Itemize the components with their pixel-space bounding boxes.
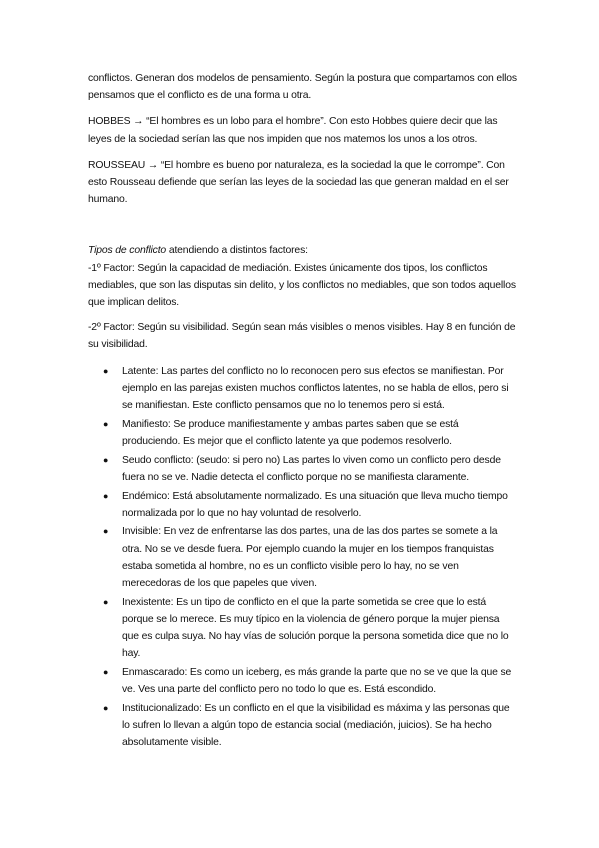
types-heading-rest: atendiendo a distintos factores: [166,245,308,257]
list-item [88,416,518,450]
list-item-text: Institucionalizado: Es un conflicto en el que la visibilidad es máxima y las personas que lo sufren lo llevan a algún topo de estancia social (mediación, juicios). Se ha hecho absolutamente visible. [122,703,510,749]
list-item-text: Inexistente: Es un tipo de conflicto en el que la parte sometida se cree que lo está porque se lo merece. Es muy típico en la violencia de género porque la mujer piensa que es culpa suya. No hay vías de solución porque la persona sometida dice que no lo hay. [122,596,509,660]
factor-1-paragraph: -1º Factor: Según la capacidad de mediación. Existes únicamente dos tipos, los conflictos mediables, que son las disputas sin delito, y los conflictos no mediables, que son todos aquellos que implican delitos. [88,262,516,309]
list-item [88,363,518,415]
conflict-types-list [88,363,518,752]
types-heading-italic: Tipos de conflicto [88,245,167,257]
types-heading [88,242,518,259]
intro-paragraph: conflictos. Generan dos modelos de pensamiento. Según la postura que compartamos con ellos pensamos que el conflicto es de una forma u otra. [88,73,517,102]
list-item [88,488,518,522]
list-item-text: Seudo conflicto: (seudo: si pero no) Las partes lo viven como un conflicto pero desde fuera no se ve. Nadie detecta el conflicto porque no se manifiesta claramente. [122,454,501,483]
list-item [88,452,518,486]
list-item-text: Invisible: En vez de enfrentarse las dos partes, una de las dos partes se somete a la otra. No se ve desde fuera. Por ejemplo cuando la mujer en los tiempos franquistas estaba sometida al hombre, no es un conflicto visible pero lo hay, no se ven merecedoras de los que papeles que viven. [122,526,498,590]
factor-2-paragraph: -2º Factor: Según su visibilidad. Según sean más visibles o menos visibles. Hay 8 en función de su visibilidad. [88,322,516,351]
list-item-text: Manifiesto: Se produce manifiestamente y ambas partes saben que se está produciendo. Es mejor que el conflicto latente ya que podemos resolverlo. [122,418,459,447]
bullet-icon: ● [103,418,109,429]
bullet-icon: ● [103,703,109,713]
bullet-icon: ● [103,490,109,501]
rousseau-paragraph: ROUSSEAU → “El hombre es bueno por naturaleza, es la sociedad la que le corrompe”. Con esto Rousseau defiende que serían las leyes de la sociedad las que generan maldad en el ser humano. [88,159,509,206]
list-item [88,664,518,698]
bullet-icon: ● [103,667,109,678]
list-item [88,523,518,592]
document-body [88,70,518,753]
list-item [88,594,518,663]
list-item-text: Latente: Las partes del conflicto no lo reconocen pero sus efectos se manifiestan. Por ejemplo en las parejas existen muchos conflictos latentes, no se habla de ellos, pero si se manifiestan. Este conflicto pensamos que no lo tenemos pero si está. [122,365,509,412]
bullet-icon: ● [103,596,109,607]
bullet-icon: ● [103,526,109,537]
bullet-icon: ● [103,454,109,465]
list-item-text: Enmascarado: Es como un iceberg, es más grande la parte que no se ve que la que se ve. Ves una parte del conflicto pero no todo lo que es. Está escondido. [122,667,512,696]
bullet-icon: ● [103,365,109,376]
list-item [88,700,518,752]
list-item-text: Endémico: Está absolutamente normalizado. Es una situación que lleva mucho tiempo normalizada por lo que no hay voluntad de resolverlo. [122,490,508,519]
hobbes-paragraph: HOBBES → “El hombres es un lobo para el hombre”. Con esto Hobbes quiere decir que las leyes de la sociedad serían las que nos impiden que nos matemos los unos a los otros. [88,116,498,145]
